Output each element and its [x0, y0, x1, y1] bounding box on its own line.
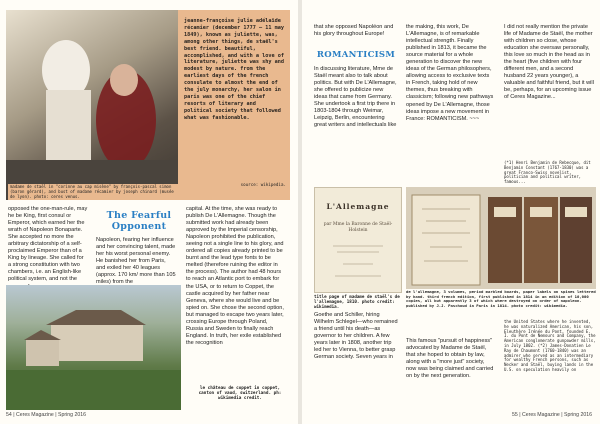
- col1c-text: Goethe and Schiller, hiring Wilhelm Schlegel—who remained a friend until his death—as governor to her children. A few years later in 1808, another trip led her to Vienna, to better grasp German society. Seven years in: [314, 312, 398, 361]
- photo-subcaption: madame de staël in "corinne au cap misène" by françois-pascal simon (baron gérard), and bust of madame récamier by joseph chinard (musée de lyon). photo: ceres venus.: [8, 184, 180, 200]
- section-heading-romanticism: ROMANTICISM: [316, 50, 396, 60]
- book-caption: title page of madame de staël's de l'allemagne, 1810. photo credit: wikimedia.: [314, 294, 400, 309]
- book-author: par Mme la Baronne de Staël-Holstein: [323, 222, 393, 233]
- col1b-text: In discussing literature, Mme de Staël meant also to talk about politics. But with De L'Allemagne, she offered to publicize new ideas that came from Germany. She undertook a first trip there in 1803-1804 through Weimar, Leipzig, Berlin, encountering great writers and intellectuals like: [314, 66, 397, 129]
- photo-three-volumes: [406, 187, 596, 289]
- castle-illustration: [6, 285, 181, 410]
- photo-caption: jeanne-françoise julie adélaïde récamier (december 1777 – 11 may 1849), known as juliette, was, among other things, de staël's best friend. beautiful, accomplished, and with a love of literature, juliette was shy and modest by nature. from the earliest days of the french consulate to almost the end of the july monarchy, her salon in paris was one of the chief resorts of literary and political society that followed what was fashionable.: [184, 18, 284, 121]
- col2-text: the making, this work, De L'Allemagne, is of remarkable intellectual strength. Finally published in 1813, it became the source material for a whole generation to discover the new ideas of the German philosophers, allowing access to exclusive texts in French, taking hold of new themes, thus breaking with classicism; following new pathways opened by De L'Allemagne, those ideas impose a new movement in France: ROMANTICISM. ~~~: [406, 24, 494, 122]
- column-2-text: Napoleon, fearing her influence and her convincing talent, made her his worst personal enemy. He banished her from Paris, and exiled her 40 leagues (approx. 170 km/ more than 105 miles) from the: [96, 237, 176, 286]
- col1-text: that she opposed Napoléon and his glory throughout Europe!: [314, 24, 394, 38]
- castle-caption: le château de coppet in coppet, canton of vaud, switzerland. ph: wikimedia credit.: [198, 386, 282, 402]
- photo-staël-recamier: [6, 10, 178, 200]
- section-heading: The Fearful Opponent: [106, 210, 172, 232]
- col2b-text: This famous "pursuit of happiness" advocated by Madame de Staël, that she hoped to obtain by law, along with a "more just" society, now was being claimed and carried on by the next generation.: [406, 338, 494, 380]
- photo-caption-box: [178, 10, 290, 200]
- right-page: [302, 0, 600, 424]
- column-3-text: capital. At the time, she was ready to publish De L'Allemagne. Though the submitted work had already been approved by the Imperial censorship, Napoleon prohibited the publication, seeing not a single line to his glory, and ordered all copies already printed to be burnt and the lead type fonts to be melted (therefore ruining the editor in the process). The author had 48 hours to reach an Atlantic port to embark for the USA, or to return to Coppet, the castle acquired by her father near Geneva, where she would live and be spied on. She chose the second option, but managed to escape two years later, crossing Europe through Poland, Russia and Sweden to finally reach England. In truth, her exile established the recognition: [186, 206, 284, 346]
- photo-castle-coppet: [6, 285, 181, 410]
- col3b-note: the United States where he invented, he was naturalized American, his son, Eleuthère Irénée du Pont, founded E. I. du Pont de Nemours and Company, the American conglomerate gunpowder mills, in July 1802. (*2) James-Donatien Le Ray de Chaumont (1760-1840) was an admirer who served as an intermediary for wealthy French persons, such as Necker and Staël, buying lands in the U.S. on speculation heavily on: [504, 319, 596, 372]
- photo-source: source: wikipedia.: [240, 182, 286, 187]
- right-footer: 55 | Ceres Magazine | Spring 2016: [512, 412, 592, 418]
- painting-illustration: [6, 10, 178, 200]
- book-title: L'Allemagne: [326, 202, 390, 211]
- book-page-lines: [315, 188, 401, 292]
- photo-book-title-page: [314, 187, 402, 293]
- books-caption: de l'allemagne, 3 volumes, period marbled boards, paper labels on spines lettered by hand. third french edition, first published in 1814 in an edition of 10,000 copies, all but apparently 3 of which where destroyed on order of napoleon. published by J.J. Paschoud in Paris in 1814. photo credit: wikimedia.: [406, 289, 596, 308]
- left-page: [0, 0, 298, 424]
- left-footer: 54 | Ceres Magazine | Spring 2016: [6, 412, 86, 418]
- col3-note: (*1) Henri Benjamin de Rebecque, dit Benjamin Constant (1767-1830) was a great Franco-Swiss novelist, politician and political writer, famous...: [504, 160, 591, 185]
- column-1-text: opposed the one-man-rule, may he be King, first consul or Emperor, which earned her the wrath of Napoleon Bonaparte. She accepted no more the arbitrary dictatorship of a self-proclaimed Emperor than of a King by lineage. She called for a strong constitution with two chambers, i.e. an English-like political system, and not the: [8, 206, 88, 283]
- col3-text: I did not really mention the private life of Madame de Staël, the mother with children so close, whose education she oversaw personally, this love so much in the head as in the heart (five children with four different men, and a second husband 22 years younger), a valuable and faithful friend, but it will be, perhaps, for an upcoming issue of Ceres Magazine...: [504, 24, 594, 101]
- books-illustration: [406, 187, 596, 289]
